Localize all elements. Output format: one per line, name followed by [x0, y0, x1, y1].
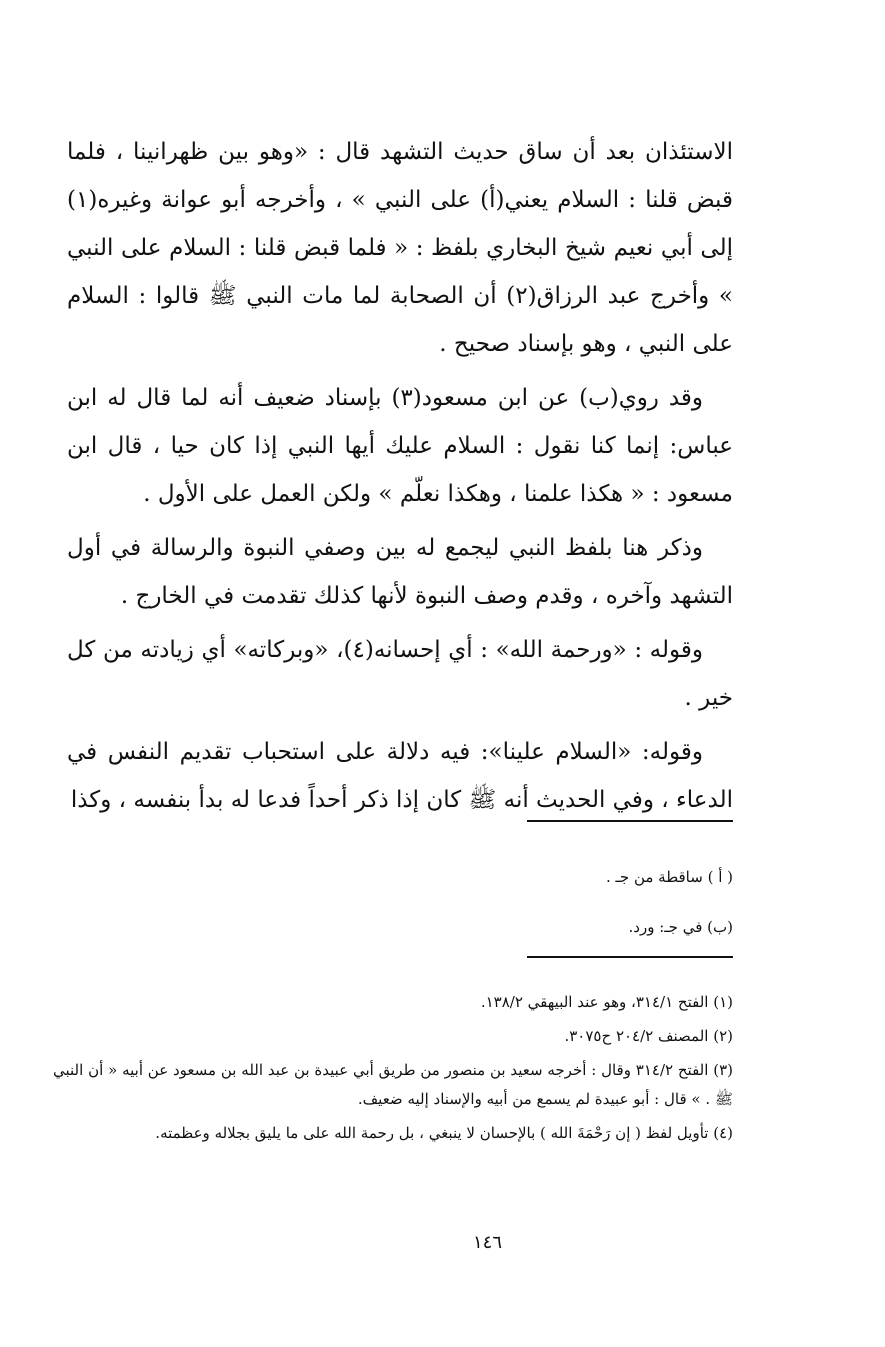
- variant-notes: [133, 852, 733, 952]
- footnote: (٤) تأويل لفظ ( إن رَحْمَةَ الله ) بالإحسان لا ينبغي ، بل رحمة الله على ما يليق بجلاله وعظمته.: [155, 1124, 733, 1142]
- paragraph: الاستئذان بعد أن ساق حديث التشهد قال : «وهو بين ظهرانينا ، فلما قبض قلنا : السلام يعني(أ) على النبي » ، وأخرجه أبو عوانة وغيره(١) إلى أبي نعيم شيخ البخاري بلفظ : « فلما قبض قلنا : السلام على النبي » وأخرج عبد الرزاق(٢) أن الصحابة لما مات النبي ﷺ قالوا : السلام على النبي ، وهو بإسناد صحيح .: [67, 139, 733, 357]
- page-number: ١٤٦: [472, 1232, 502, 1253]
- variant-note: ( أ ) ساقطة من جـ .: [605, 868, 733, 886]
- footnotes: [53, 988, 733, 1153]
- paragraph: وقوله : «ورحمة الله» : أي إحسانه(٤)، «وبركاته» أي زيادته من كل خير .: [67, 637, 733, 711]
- footnote: (٣) الفتح ٣١٤/٢ وقال : أخرجه سعيد بن منصور من طريق أبي عبيدة بن عبد الله بن مسعود عن أبيه « أن النبي ﷺ . » قال : أبو عبيدة لم يسمع من أبيه والإسناد إليه ضعيف.: [53, 1061, 733, 1108]
- variant-note: (ب) في جـ: ورد.: [628, 918, 733, 936]
- divider: [527, 820, 733, 822]
- page-number-container: [0, 1232, 885, 1253]
- footnote: (٢) المصنف ٢٠٤/٢ ح٣٠٧٥.: [564, 1027, 733, 1045]
- footnote: (١) الفتح ٣١٤/١، وهو عند البيهقي ١٣٨/٢.: [480, 993, 733, 1011]
- paragraph: وقوله: «السلام علينا»: فيه دلالة على استحباب تقديم النفس في الدعاء ، وفي الحديث أنه ﷺ كان إذا ذكر أحداً فدعا له بدأ بنفسه ، وكذا: [67, 739, 733, 813]
- divider: [527, 956, 733, 958]
- main-text: [67, 128, 733, 830]
- paragraph: وذكر هنا بلفظ النبي ليجمع له بين وصفي النبوة والرسالة في أول التشهد وآخره ، وقدم وصف النبوة لأنها كذلك تقدمت في الخارج .: [67, 535, 733, 609]
- paragraph: وقد روي(ب) عن ابن مسعود(٣) بإسناد ضعيف أنه لما قال له ابن عباس: إنما كنا نقول : السلام عليك أيها النبي إذا كان حيا ، قال ابن مسعود : « هكذا علمنا ، وهكذا نعلّم » ولكن العمل على الأول .: [67, 385, 733, 507]
